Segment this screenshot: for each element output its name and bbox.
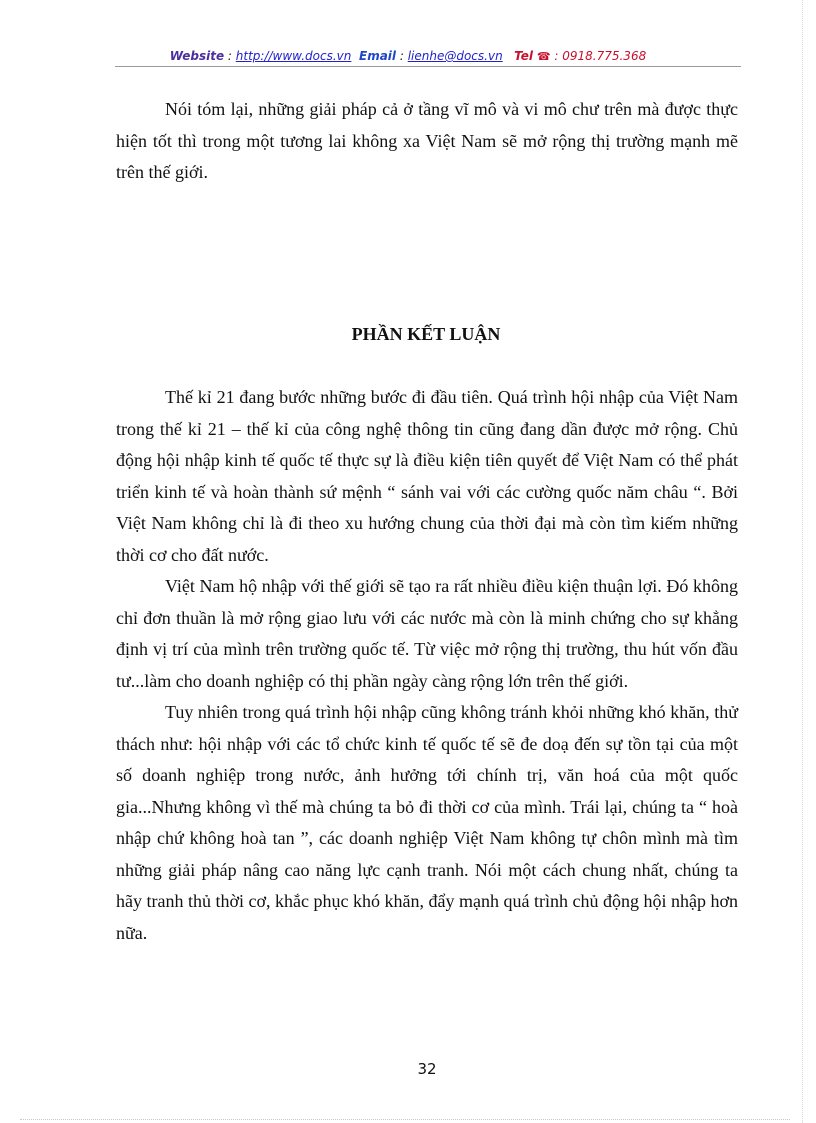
page-bottom-edge xyxy=(20,1119,790,1120)
intro-paragraph: Nói tóm lại, những giải pháp cả ở tầng vĩ mô và vi mô chư trên mà được thực hiện tốt thì trong một tương lai không xa Việt Nam sẽ mở rộng thị trường mạnh mẽ trên thế giới. xyxy=(116,99,738,182)
website-separator: : xyxy=(224,49,236,63)
website-label: Website xyxy=(169,49,225,63)
header-divider xyxy=(115,66,741,67)
website-link[interactable]: http://www.docs.vn xyxy=(235,49,352,63)
phone-icon: ☎ xyxy=(536,50,551,63)
section-title: PHẦN KẾT LUẬN xyxy=(351,324,501,344)
tel-label: Tel xyxy=(514,49,534,63)
conclusion-paragraph-2: Việt Nam hộ nhập với thế giới sẽ tạo ra rất nhiều điều kiện thuận lợi. Đó không chỉ đơn thuần là mở rộng giao lưu với các nước mà còn là minh chứng cho sự khẳng định vị trí của mình trên trường quốc tế. Từ việc mở rộng thị trường, thu hút vốn đầu tư...làm cho doanh nghiệp có thị phần ngày càng rộng lớn trên thế giới. xyxy=(116,576,738,691)
email-label: Email xyxy=(359,49,397,63)
conclusion-paragraph-1: Thế kỉ 21 đang bước những bước đi đầu tiên. Quá trình hội nhập của Việt Nam trong thế kỉ 21 – thế kỉ của công nghệ thông tin cũng đang dần được mở rộng. Chủ động hội nhập kinh tế quốc tế thực sự là điều kiện tiên quyết để Việt Nam có thể phát triển kinh tế và hoàn thành sứ mệnh “ sánh vai với các cường quốc năm châu “. Bởi Việt Nam không chỉ là đi theo xu hướng chung của thời đại mà còn tìm kiếm những thời cơ cho đất nước. xyxy=(116,387,738,565)
intro-section xyxy=(116,94,738,189)
page-number: 32 xyxy=(417,1060,437,1078)
tel-number: : 0918.775.368 xyxy=(550,49,647,63)
page-right-edge xyxy=(802,0,803,1123)
conclusion-section xyxy=(116,382,738,949)
page-header xyxy=(0,48,816,65)
email-separator: : xyxy=(396,49,408,63)
email-link[interactable]: lienhe@docs.vn xyxy=(407,49,503,63)
conclusion-paragraph-3: Tuy nhiên trong quá trình hội nhập cũng không tránh khỏi những khó khăn, thử thách như: hội nhập với các tổ chức kinh tế quốc tế sẽ đe doạ đến sự tồn tại của một số doanh nghiệp trong nước, ảnh hưởng tới chính trị, văn hoá của một quốc gia...Nhưng không vì thế mà chúng ta bỏ đi thời cơ của mình. Trái lại, chúng ta “ hoà nhập chứ không hoà tan ”, các doanh nghiệp Việt Nam không tự chôn mình mà tìm những giải pháp nâng cao năng lực cạnh tranh. Nói một cách chung nhất, chúng ta hãy tranh thủ thời cơ, khắc phục khó khăn, đẩy mạnh quá trình chủ động hội nhập hơn nữa. xyxy=(116,702,738,943)
